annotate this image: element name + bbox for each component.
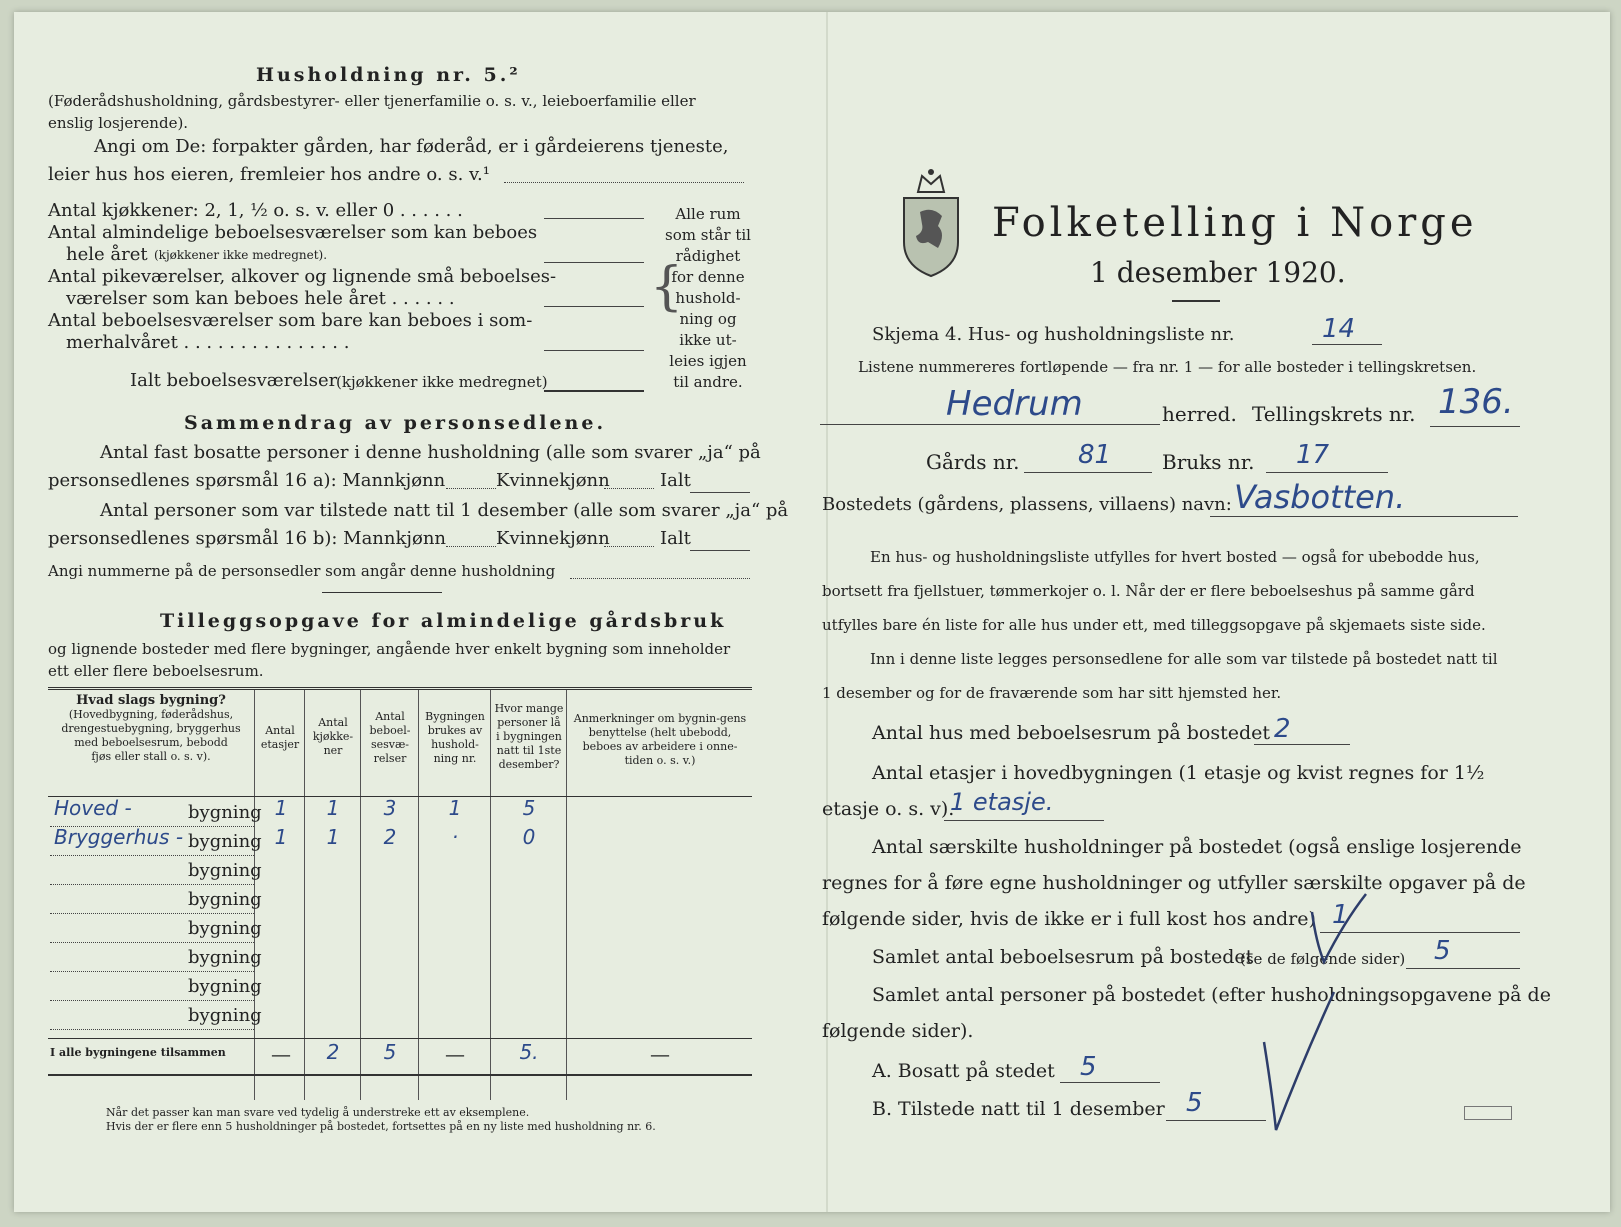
supplement-line-2: ett eller flere beboelsesrum. bbox=[48, 662, 264, 680]
cell-hush[interactable]: · bbox=[451, 825, 459, 849]
resident-field[interactable]: 5 bbox=[1080, 1052, 1097, 1082]
total-row-label: I alle bygningene tilsammen bbox=[50, 1046, 226, 1059]
row-line bbox=[50, 1029, 254, 1030]
census-form-sheet bbox=[14, 12, 1610, 1212]
cell-pers[interactable]: 5 bbox=[522, 796, 536, 820]
header-building-type-line: fjøs eller stall o. s. v). bbox=[91, 750, 211, 763]
check-mark-icon bbox=[1254, 882, 1374, 1142]
present-field[interactable]: 5 bbox=[1186, 1088, 1203, 1118]
farm-number-field[interactable]: 81 bbox=[1078, 440, 1112, 470]
brace-line: ning og bbox=[679, 310, 737, 328]
row-line bbox=[50, 855, 254, 856]
floors-field[interactable]: 1 etasje. bbox=[950, 788, 1054, 816]
total-persons-label-2: følgende sider). bbox=[822, 1020, 974, 1042]
row-line bbox=[50, 884, 254, 885]
total-floors: — bbox=[271, 1042, 291, 1066]
cell-rom[interactable]: 2 bbox=[383, 825, 397, 849]
total-rooms[interactable]: 5 bbox=[383, 1040, 397, 1064]
district-label: Tellingskrets nr. bbox=[1252, 402, 1416, 426]
holding-number-label: Bruks nr. bbox=[1162, 450, 1255, 474]
cell-kjokken[interactable]: 1 bbox=[326, 825, 340, 849]
small-rooms-label-1: Antal pikeværelser, alkover og lignende små beboelses- bbox=[48, 266, 557, 287]
summer-rooms-label-2: merhalvåret . . . . . . . . . . . . . . . bbox=[66, 332, 350, 353]
rooms-label-1: Antal almindelige beboelsesværelser som kan beboes bbox=[48, 222, 538, 243]
kitchens-answer[interactable] bbox=[544, 218, 644, 219]
total-rooms-field-r[interactable]: 5 bbox=[1434, 936, 1451, 966]
header-building-type bbox=[50, 694, 252, 764]
houses-label: Antal hus med beboelsesrum på bostedet bbox=[872, 722, 1271, 744]
building-name-field[interactable]: Bryggerhus - bbox=[54, 825, 184, 849]
instruction-1: En hus- og husholdningsliste utfylles for hvert bosted — også for ubebodde hus, bbox=[870, 548, 1480, 566]
supplement-title: Tilleggsopgave for almindelige gårdsbruk bbox=[160, 610, 727, 632]
row-line bbox=[50, 1000, 254, 1001]
resident-female-field[interactable] bbox=[604, 488, 654, 489]
building-label: bygning bbox=[188, 947, 262, 968]
printer-stamp bbox=[1464, 1106, 1512, 1120]
summary-line-1: Antal fast bosatte personer i denne husholdning (alle som svarer „ja“ på bbox=[100, 442, 761, 463]
summary-line-2: personsedlenes spørsmål 16 a): Mannkjønn bbox=[48, 470, 446, 491]
present-female-field[interactable] bbox=[604, 546, 654, 547]
brace-glyph: { bbox=[650, 257, 684, 317]
total-rooms-note-r: (se de følgende sider) bbox=[1240, 950, 1406, 968]
header-persons: Hvor mange personer lå i bygningen natt til 1ste desember? bbox=[494, 702, 564, 771]
herred-field[interactable]: Hedrum bbox=[946, 384, 1083, 424]
female-label-a: Kvinnekjønn bbox=[496, 470, 610, 491]
divider bbox=[322, 592, 442, 593]
building-label: bygning bbox=[188, 918, 262, 939]
table-top-border bbox=[48, 687, 752, 690]
brace-line: ikke ut- bbox=[679, 331, 737, 349]
present-label: B. Tilstede natt til 1 desember bbox=[872, 1098, 1165, 1120]
header-building-type-line: (Hovedbygning, føderådshus, bbox=[68, 708, 234, 721]
footnote-1: Når det passer kan man svare ved tydelig å understreke ett av eksemplene. bbox=[106, 1106, 530, 1119]
total-persons-label-1: Samlet antal personer på bostedet (efter husholdningsopgavene på de bbox=[872, 984, 1551, 1006]
brace-line: hushold- bbox=[675, 289, 741, 307]
resident-total-field[interactable] bbox=[690, 492, 750, 493]
herred-label: herred. bbox=[1162, 402, 1237, 426]
header-building-type-line: drengestuebygning, bryggerhus bbox=[61, 722, 241, 735]
angi-line-2: leier hus hos eieren, fremleier hos andre o. s. v.¹ bbox=[48, 164, 490, 185]
brace-line: leies igjen bbox=[669, 352, 747, 370]
floors-label-2: etasje o. s. v). bbox=[822, 798, 955, 820]
resident-male-field[interactable] bbox=[446, 488, 496, 489]
small-rooms-label-2: værelser som kan beboes hele året . . . . . . bbox=[66, 288, 455, 309]
small-rooms-answer[interactable] bbox=[544, 306, 644, 307]
cell-pers[interactable]: 0 bbox=[522, 825, 536, 849]
cell-rom[interactable]: 3 bbox=[383, 796, 397, 820]
residence-name-label: Bostedets (gårdens, plassens, villaens) navn: bbox=[822, 494, 1232, 515]
brace-line: for denne bbox=[671, 268, 745, 286]
person-numbers-field[interactable] bbox=[570, 578, 750, 579]
census-date: 1 desember 1920. bbox=[1090, 256, 1346, 289]
total-persons[interactable]: 5. bbox=[519, 1040, 539, 1064]
floors-label-1: Antal etasjer i hovedbygningen (1 etasje og kvist regnes for 1½ bbox=[872, 762, 1485, 784]
building-name-field[interactable]: Hoved - bbox=[54, 796, 132, 820]
header-remarks: Anmerkninger om bygnin-gens benyttelse (helt ubebodd, beboes av arbeidere i onne-tiden o. s. v.) bbox=[573, 712, 747, 767]
supplement-line-1: og lignende bosteder med flere bygninger, angående hver enkelt bygning som inneholder bbox=[48, 640, 731, 658]
rooms-answer[interactable] bbox=[544, 262, 644, 263]
summary-line-3: Antal personer som var tilstede natt til 1 desember (alle som svarer „ja“ på bbox=[100, 500, 789, 521]
numbering-note: Listene nummereres fortløpende — fra nr. 1 — for alle bosteder i tellingskretsen. bbox=[858, 358, 1477, 376]
building-label: bygning bbox=[188, 802, 262, 823]
houses-field[interactable]: 2 bbox=[1274, 714, 1291, 744]
rooms-label-2: hele året bbox=[66, 244, 148, 265]
instruction-3: utfylles bare én liste for alle hus under ett, med tilleggsopgave på skjemaets siste side. bbox=[822, 616, 1486, 634]
footnote-2: Hvis der er flere enn 5 husholdninger på bostedet, fortsettes på en ny liste med husholdning nr. 6. bbox=[106, 1120, 656, 1133]
present-total-field[interactable] bbox=[690, 550, 750, 551]
person-numbers-label: Angi nummerne på de personsedler som angår denne husholdning bbox=[48, 562, 556, 580]
brace-line: rådighet bbox=[675, 247, 741, 265]
row-line bbox=[50, 913, 254, 914]
households-label-3: følgende sider, hvis de ikke er i full kost hos andre) bbox=[822, 908, 1316, 930]
table-bottom-border bbox=[48, 1074, 752, 1076]
row-line bbox=[50, 971, 254, 972]
brace-line: til andre. bbox=[673, 373, 743, 391]
total-label-a: Ialt bbox=[660, 470, 691, 491]
households-field[interactable]: 1 bbox=[1332, 900, 1349, 930]
title-divider bbox=[1172, 300, 1220, 302]
total-remarks: — bbox=[650, 1042, 670, 1066]
header-floors: Antal etasjer bbox=[260, 724, 300, 751]
residence-name-field[interactable]: Vasbotten. bbox=[1234, 478, 1406, 516]
header-building-type-line: med beboelsesrum, bebodd bbox=[74, 736, 228, 749]
summary-title: Sammendrag av personsedlene. bbox=[184, 412, 607, 434]
summary-line-4: personsedlenes spørsmål 16 b): Mannkjønn bbox=[48, 528, 447, 549]
building-label: bygning bbox=[188, 1005, 262, 1026]
resident-label: A. Bosatt på stedet bbox=[872, 1060, 1055, 1082]
households-label-1: Antal særskilte husholdninger på bostedet (også enslige losjerende bbox=[872, 836, 1522, 858]
brace-line: Alle rum bbox=[675, 205, 741, 223]
holding-number-field[interactable]: 17 bbox=[1296, 440, 1330, 470]
total-household: — bbox=[445, 1042, 465, 1066]
female-label-b: Kvinnekjønn bbox=[496, 528, 610, 549]
rooms-label-note: (kjøkkener ikke medregnet). bbox=[154, 248, 328, 262]
header-household: Bygningen brukes av hushold-ning nr. bbox=[425, 710, 485, 765]
building-label: bygning bbox=[188, 860, 262, 881]
header-kitchens: Antal kjøkke-ner bbox=[312, 716, 354, 757]
household-title: Husholdning nr. 5.² bbox=[256, 64, 521, 86]
total-rooms-answer[interactable] bbox=[544, 390, 644, 392]
total-rooms-note: (kjøkkener ikke medregnet) bbox=[336, 373, 548, 391]
intro-line-2: enslig losjerende). bbox=[48, 114, 189, 132]
cell-hush[interactable]: 1 bbox=[448, 796, 462, 820]
census-title: Folketelling i Norge bbox=[992, 200, 1478, 246]
instruction-4: Inn i denne liste legges personsedlene for alle som var tilstede på bostedet natt til bbox=[870, 650, 1498, 668]
total-rooms-label: Ialt beboelsesværelser bbox=[130, 370, 338, 391]
table-total-border bbox=[48, 1038, 752, 1039]
total-rooms-label-r: Samlet antal beboelsesrum på bostedet bbox=[872, 946, 1254, 968]
header-rooms: Antal beboel-sesvæ-relser bbox=[369, 710, 411, 765]
households-label-2: regnes for å føre egne husholdninger og utfyller særskilte opgaver på de bbox=[822, 872, 1526, 894]
building-label: bygning bbox=[188, 976, 262, 997]
row-line bbox=[50, 942, 254, 943]
intro-line-1: (Føderådshusholdning, gårdsbestyrer- eller tjenerfamilie o. s. v., leieboerfamilie eller bbox=[48, 92, 696, 110]
kitchens-label: Antal kjøkkener: 2, 1, ½ o. s. v. eller 0 . . . . . . bbox=[48, 200, 463, 221]
total-kitchens[interactable]: 2 bbox=[326, 1040, 340, 1064]
district-number-field[interactable]: 136. bbox=[1438, 382, 1514, 422]
brace-note bbox=[664, 204, 752, 393]
header-building-type-line: Hvad slags bygning? bbox=[76, 693, 226, 708]
brace-line: som står til bbox=[665, 226, 751, 244]
summer-rooms-answer[interactable] bbox=[544, 350, 644, 351]
instruction-2: bortsett fra fjellstuer, tømmerkojer o. l. Når der er flere beboelseshus på samme gård bbox=[822, 582, 1475, 600]
coat-of-arms-icon bbox=[898, 162, 964, 280]
cell-kjokken[interactable]: 1 bbox=[326, 796, 340, 820]
farm-number-label: Gårds nr. bbox=[926, 450, 1020, 474]
list-number-field[interactable]: 14 bbox=[1322, 314, 1356, 344]
cell-etasjer[interactable]: 1 bbox=[274, 796, 288, 820]
angi-answer-line[interactable] bbox=[504, 182, 744, 183]
angi-line-1: Angi om De: forpakter gården, har føderåd, er i gårdeierens tjeneste, bbox=[94, 136, 729, 157]
schema-label: Skjema 4. Hus- og husholdningsliste nr. bbox=[872, 324, 1235, 345]
total-label-b: Ialt bbox=[660, 528, 691, 549]
summer-rooms-label-1: Antal beboelsesværelser som bare kan beboes i som- bbox=[48, 310, 533, 331]
cell-etasjer[interactable]: 1 bbox=[274, 825, 288, 849]
instruction-5: 1 desember og for de fraværende som har sitt hjemsted her. bbox=[822, 684, 1282, 702]
building-label: bygning bbox=[188, 889, 262, 910]
present-male-field[interactable] bbox=[446, 546, 496, 547]
building-label: bygning bbox=[188, 831, 262, 852]
